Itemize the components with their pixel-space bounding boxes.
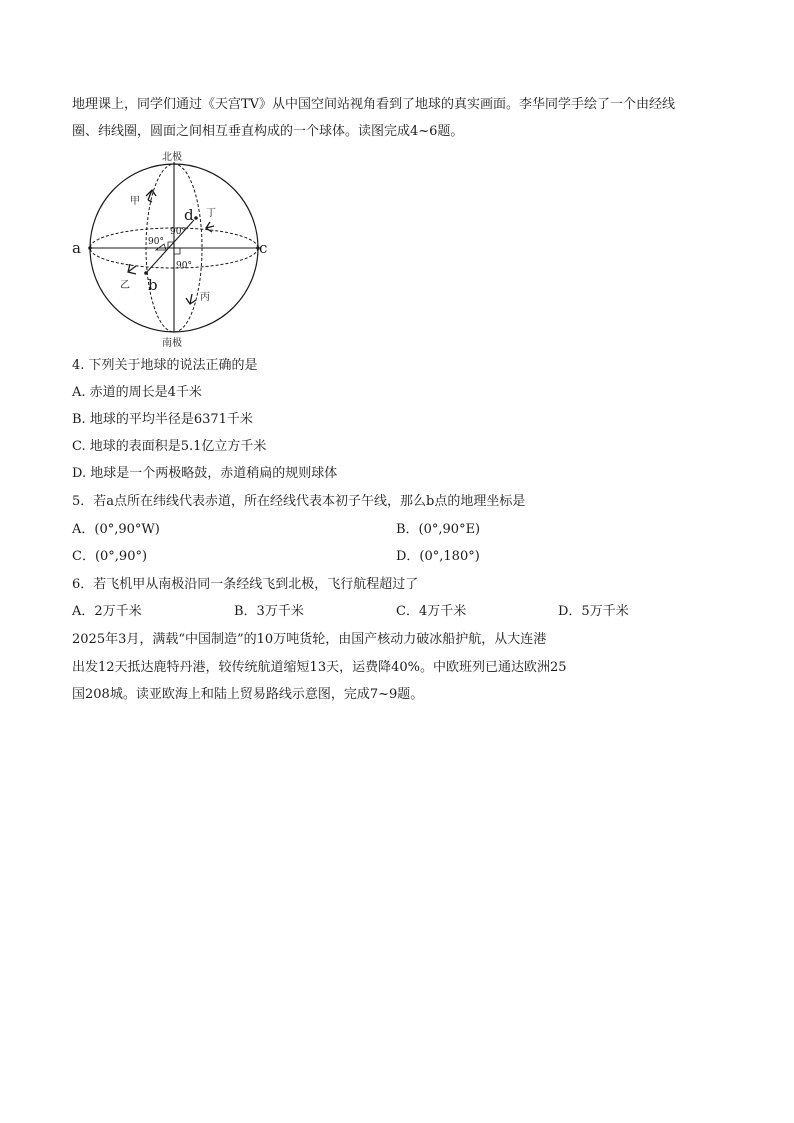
q4-option-d[interactable]: D. 地球是一个两极略鼓，赤道稍扁的规则球体 [72, 466, 338, 481]
point-a-dot [88, 246, 92, 250]
q6-option-c[interactable]: C．4万千米 [396, 604, 467, 619]
point-b-label: b [148, 276, 158, 294]
north-pole-label: 北极 [162, 152, 182, 163]
q4-option-b[interactable]: B. 地球的平均半径是6371千米 [72, 412, 253, 427]
jia-label: 甲 [130, 196, 140, 207]
ding-label: 丁 [206, 208, 216, 219]
yi-label: 乙 [120, 280, 130, 291]
angle-label-1: 90° [170, 227, 186, 237]
angle-label-3: 90° [176, 261, 192, 271]
south-pole-label: 南极 [162, 338, 182, 348]
angle-label-2: 90° [148, 237, 164, 247]
intro-line-2: 圈、纬线圈，圆面之间相互垂直构成的一个球体。读图完成4~6题。 [72, 124, 464, 139]
q6-option-b[interactable]: B．3万千米 [234, 604, 304, 619]
bing-label: 丙 [200, 292, 210, 303]
right-angle-mark-2 [174, 248, 180, 254]
passage2-line-2: 出发12天抵达鹿特丹港，较传统航道缩短13天，运费降40%。中欧班列已通达欧洲25 [72, 660, 567, 675]
q6-stem: 6．若飞机甲从南极沿同一条经线飞到北极，飞行航程超过了 [72, 577, 419, 592]
passage2-line-1: 2025年3月，满载“中国制造”的10万吨货轮，由国产核动力破冰船护航，从大连港 [72, 632, 547, 647]
globe-figure [70, 148, 270, 348]
point-d-dot [194, 216, 198, 220]
plane-bing-icon [186, 294, 196, 304]
q5-stem: 5．若a点所在纬线代表赤道，所在经线代表本初子午线，那么b点的地理坐标是 [72, 494, 526, 509]
q4-option-a[interactable]: A. 赤道的周长是4千米 [72, 385, 202, 400]
q5-option-d[interactable]: D．(0°,180°) [396, 549, 480, 564]
q6-option-d[interactable]: D．5万千米 [558, 604, 629, 619]
point-b-dot [144, 271, 148, 275]
point-a-label: a [72, 239, 81, 257]
q4-stem: 4. 下列关于地球的说法正确的是 [72, 358, 258, 373]
point-d-label: d [184, 206, 194, 224]
passage2-line-3: 国208城。读亚欧海上和陆上贸易路线示意图，完成7~9题。 [72, 687, 424, 702]
intro-line-1: 地理课上，同学们通过《天宫TV》从中国空间站视角看到了地球的真实画面。李华同学手绘了一个由经线 [72, 97, 676, 112]
point-c-label: c [259, 239, 268, 257]
q6-option-a[interactable]: A．2万千米 [72, 604, 142, 619]
q5-option-a[interactable]: A．(0°,90°W) [72, 522, 160, 537]
plane-jia-icon [146, 190, 156, 202]
q4-option-c[interactable]: C. 地球的表面积是5.1亿立方千米 [72, 439, 267, 454]
q5-option-b[interactable]: B．(0°,90°E) [396, 522, 481, 537]
q5-option-c[interactable]: C．(0°,90°) [72, 549, 148, 564]
